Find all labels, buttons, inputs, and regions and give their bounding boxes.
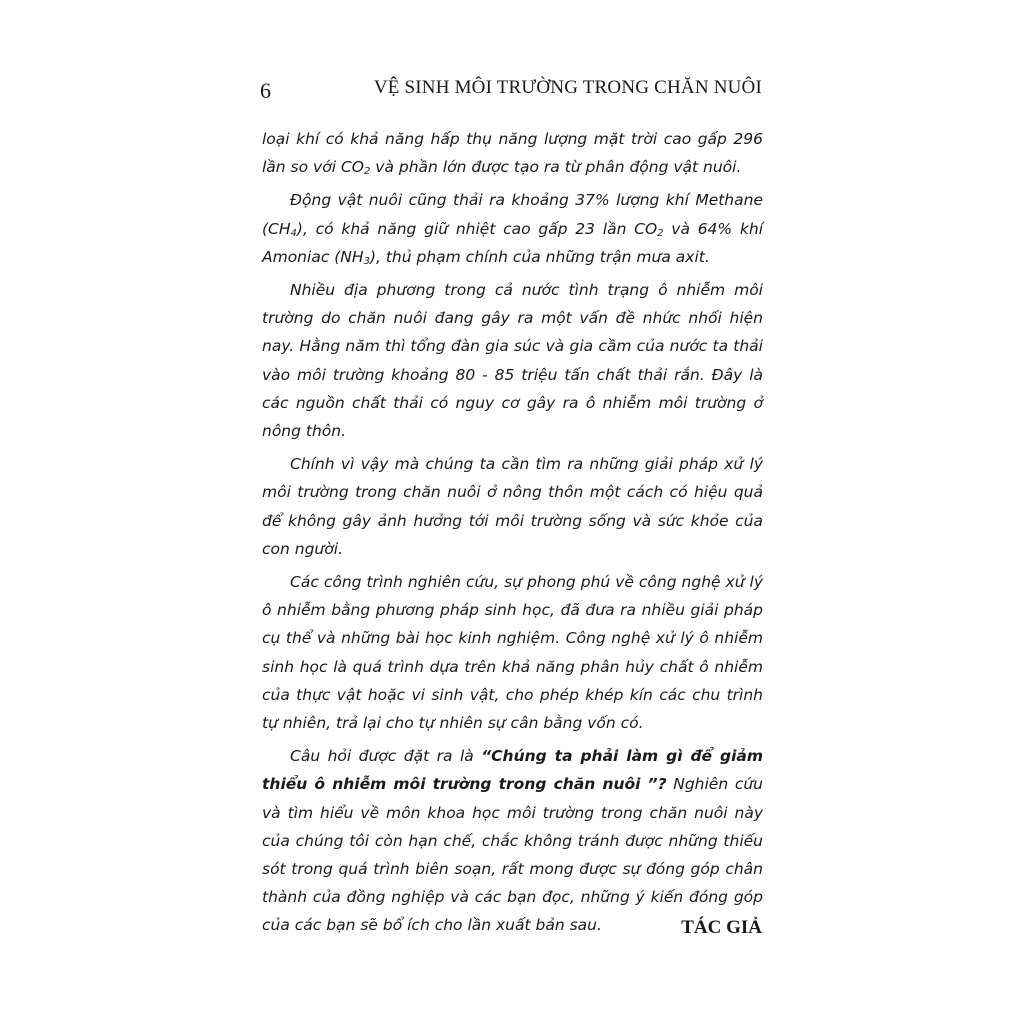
text-run: Nghiên cứu và tìm hiểu về môn khoa học môi trường trong chăn nuôi này của chúng tôi còn hạn chế, chắc không tránh được những thiếu sót trong quá trình biên soạn, rất mong được sự đóng góp chân thành của đồng nghiệp và các bạn đọc, những ý kiến đóng góp của các bạn sẽ bổ ích cho lần xuất bản sau.	[262, 775, 763, 935]
author-signature: TÁC GIẢ	[681, 917, 762, 938]
text-run: và 64% khí Amoniac (NH	[262, 219, 763, 266]
text-run: loại khí có khả năng hấp thụ năng lượng mặt trời cao gấp 296 lần so với CO	[262, 130, 763, 177]
bold-question: “Chúng ta phải làm gì để giảm thiểu ô nhiễm môi trường trong chăn nuôi ”?	[262, 747, 763, 794]
paragraph-4: Chính vì vậy mà chúng ta cần tìm ra những giải pháp xử lý môi trường trong chăn nuôi ở nông thôn một cách có hiệu quả để không gây ảnh hưởng tới môi trường sống và sức khỏe của con người.	[262, 455, 763, 558]
subscript: 3	[363, 255, 370, 267]
body-text	[262, 125, 763, 945]
text-run: và phần lớn được tạo ra từ phân động vật nuôi.	[370, 158, 742, 177]
text-run: Động vật nuôi cũng thải ra khoảng 37% lượng khí Methane (CH	[262, 191, 763, 238]
subscript: 2	[363, 166, 371, 178]
text-run: Câu hỏi được đặt ra là	[290, 747, 482, 766]
page-number: 6	[260, 78, 271, 103]
paragraph-5: Các công trình nghiên cứu, sự phong phú về công nghệ xử lý ô nhiễm bằng phương pháp sinh học, đã đưa ra nhiều giải pháp cụ thể và những bài học kinh nghiệm. Công nghệ xử lý ô nhiễm sinh học là quá trình dựa trên khả năng phân hủy chất ô nhiễm của thực vật hoặc vi sinh vật, cho phép khép kín các chu trình tự nhiên, trả lại cho tự nhiên sự cân bằng vốn có.	[262, 573, 763, 733]
text-run: ), có khả năng giữ nhiệt cao gấp 23 lần CO	[296, 219, 658, 238]
paragraph-6	[262, 742, 763, 939]
paragraph-3: Nhiều địa phương trong cả nước tình trạng ô nhiễm môi trường do chăn nuôi đang gây ra một vấn đề nhức nhối hiện nay. Hằng năm thì tổng đàn gia súc và gia cầm của nước ta thải vào môi trường khoảng 80 - 85 triệu tấn chất thải rắn. Đây là các nguồn chất thải có nguy cơ gây ra ô nhiễm môi trường ở nông thôn.	[262, 281, 763, 441]
paragraph-2	[262, 186, 763, 271]
subscript: 4	[290, 227, 297, 239]
paragraph-1	[262, 125, 763, 181]
subscript: 2	[657, 227, 664, 239]
running-header: VỆ SINH MÔI TRƯỜNG TRONG CHĂN NUÔI	[373, 77, 762, 98]
text-run: ), thủ phạm chính của những trận mưa axit.	[369, 247, 710, 266]
